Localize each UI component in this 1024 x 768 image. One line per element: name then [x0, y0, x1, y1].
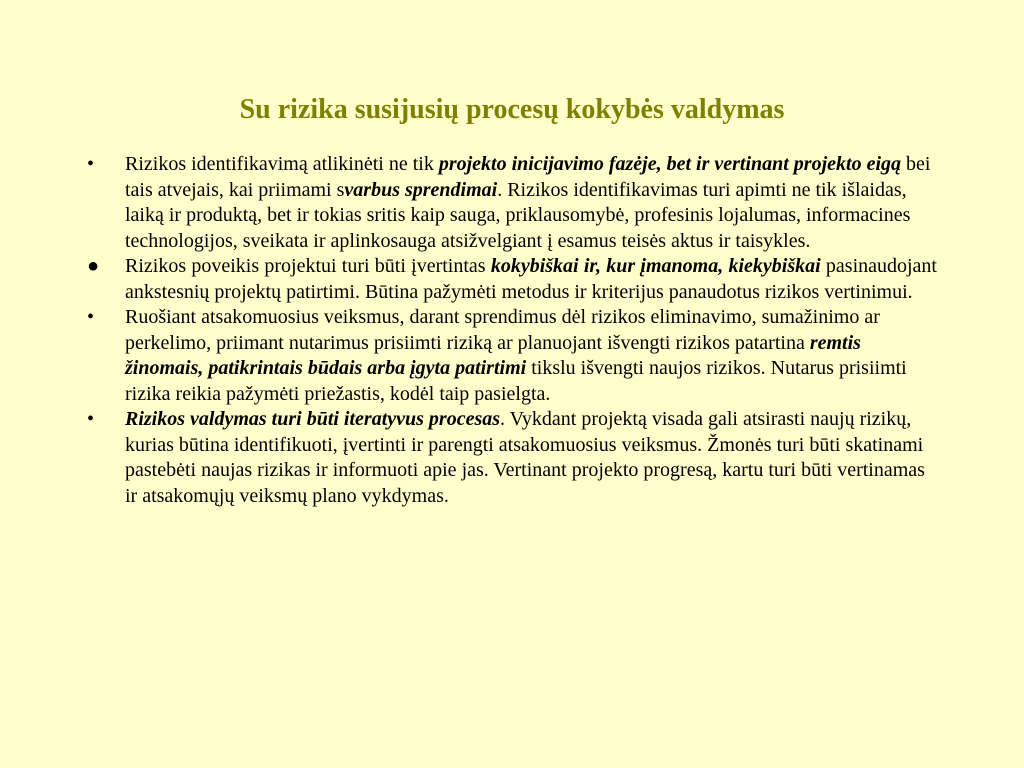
bullet-text [125, 408, 925, 507]
text-segment: Rizikos poveikis projektui turi būti įvertintas [125, 255, 491, 277]
bullet-text [125, 306, 907, 405]
bullet-item [87, 305, 937, 407]
bullet-item [87, 407, 937, 509]
bullet-text [125, 153, 930, 252]
emphasis-segment: varbus sprendimai [344, 178, 498, 201]
text-segment: Ruošiant atsakomuosius veiksmus, darant sprendimus dėl rizikos eliminavimo, sumažinimo ar perkelimo, priimant nutarimus prisiimti riziką ar planuojant išvengti rizikos patartina [125, 306, 880, 354]
emphasis-segment: kokybiškai ir, kur įmanoma, kiekybiškai [490, 255, 821, 277]
text-segment: pasinaudojant ankstesnių projektų patirtimi. Būtina pažymėti metodus ir kriterijus panaudotus rizikos vertinimui. [125, 255, 937, 303]
text-segment: tikslu išvengti naujos rizikos. Nutarus prisiimti rizika reikia pažymėti priežastis, kodėl taip pasielgta. [125, 357, 907, 405]
bullet-dot-icon: • [87, 153, 95, 175]
slide-title: Su rizika susijusių procesų kokybės valdymas [239, 94, 785, 125]
text-segment: . Vykdant projektą visada gali atsirasti naujų rizikų, kurias būtina identifikuoti, įvertinti ir parengti atsakomuosius veiksmus. Žmonės turi būti skatinami pastebėti naujas rizikas ir informuoti apie jas. Vertinant projekto progresą, kartu turi būti vertinamas ir atsakomųjų veiksmų plano vykdymas. [125, 408, 925, 507]
bullet-list [87, 152, 937, 509]
bullet-item [87, 254, 937, 305]
bullet-dot-icon: • [87, 306, 95, 328]
text-segment: . Rizikos identifikavimas turi apimti ne tik išlaidas, laiką ir produktą, bet ir tokias sritis kaip sauga, priklausomybė, profesinis lojalumas, informacines technologijos, sveikata ir aplinkosauga atsižvelgiant į esamus teisės aktus ir taisykles. [125, 178, 911, 252]
bullet-text [125, 255, 937, 303]
emphasis-segment: remtis žinomais, patikrintais būdais arba įgyta patirtimi [125, 331, 861, 379]
bullet-dot-icon: ● [87, 255, 100, 277]
emphasis-segment: Rizikos valdymas turi būti iteratyvus procesas [125, 408, 501, 430]
text-segment: bei tais atvejais, kai priimami s [125, 153, 931, 201]
emphasis-segment: projekto inicijavimo fazėje, bet ir vertinant projekto eigą [438, 153, 902, 175]
bullet-item [87, 152, 937, 254]
bullet-dot-icon: • [87, 408, 95, 430]
text-segment: Rizikos identifikavimą atlikinėti ne tik [125, 153, 439, 175]
